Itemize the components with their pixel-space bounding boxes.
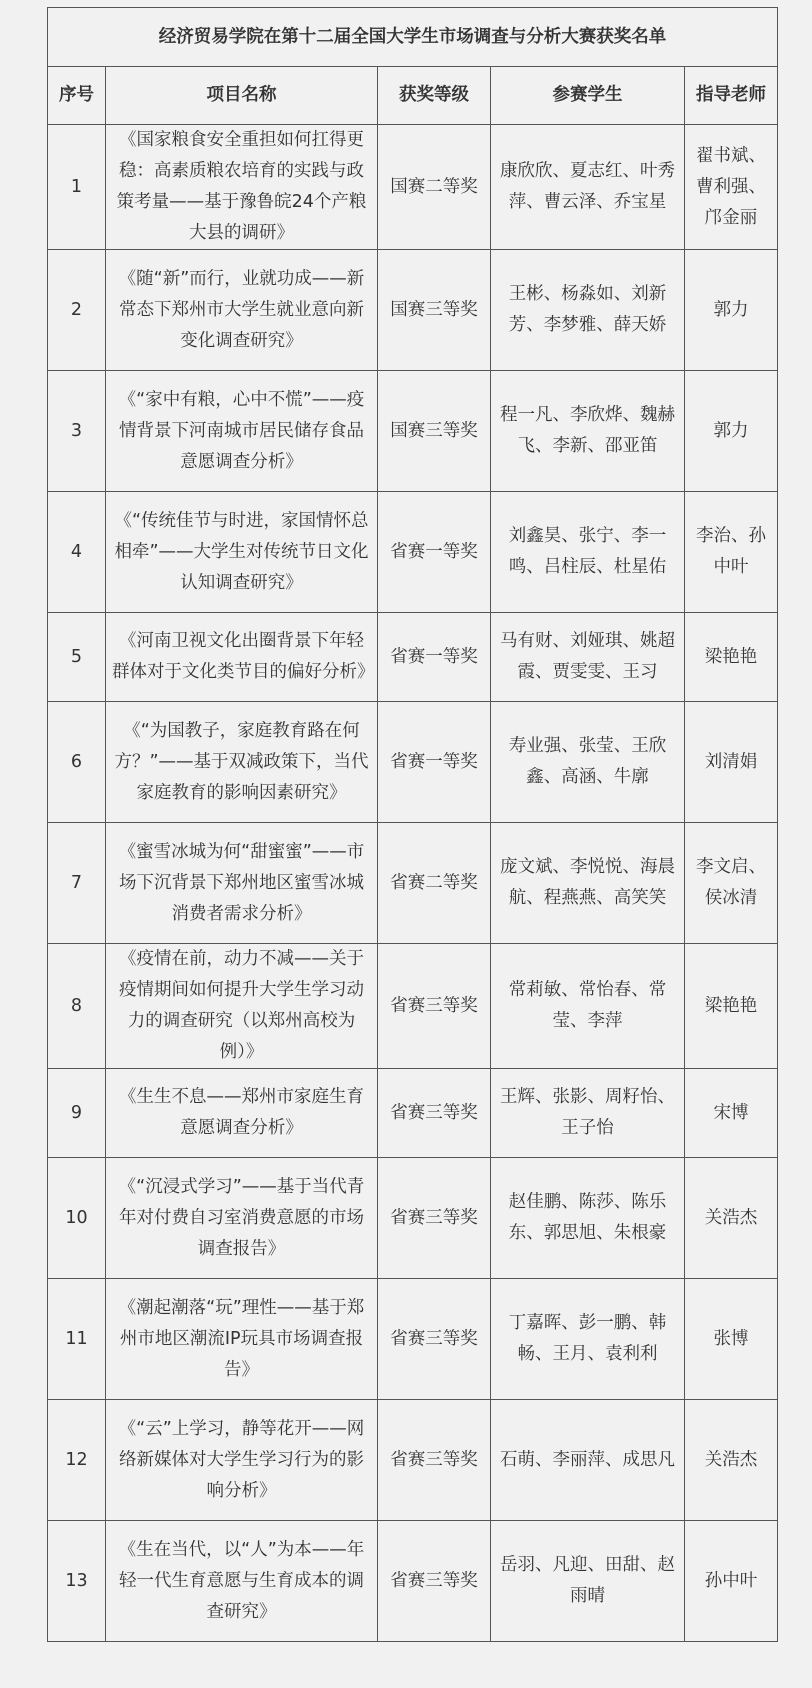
cell-award: 省赛二等奖 [378,823,491,944]
cell-students: 马有财、刘娅琪、姚超霞、贾雯雯、王习 [491,613,685,702]
cell-award: 省赛一等奖 [378,492,491,613]
header-project: 项目名称 [106,67,378,125]
table-row [48,1400,778,1521]
cell-students: 石萌、李丽萍、成思凡 [491,1400,685,1521]
cell-students: 康欣欣、夏志红、叶秀萍、曹云泽、乔宝星 [491,125,685,250]
cell-advisor: 张博 [685,1279,778,1400]
table-row [48,1279,778,1400]
awards-table [47,7,778,1642]
cell-advisor: 翟书斌、曹利强、邝金丽 [685,125,778,250]
cell-students: 刘鑫昊、张宁、李一鸣、吕柱辰、杜星佑 [491,492,685,613]
table-row [48,1521,778,1642]
cell-index: 5 [48,613,106,702]
table-row [48,492,778,613]
cell-advisor: 梁艳艳 [685,944,778,1069]
cell-project: 《“沉浸式学习”——基于当代青年对付费自习室消费意愿的市场调查报告》 [106,1158,378,1279]
header-advisor: 指导老师 [685,67,778,125]
cell-index: 12 [48,1400,106,1521]
cell-students: 程一凡、李欣烨、魏赫飞、李新、邵亚笛 [491,371,685,492]
table-row [48,1069,778,1158]
cell-project: 《“云”上学习，静等花开——网络新媒体对大学生学习行为的影响分析》 [106,1400,378,1521]
cell-index: 3 [48,371,106,492]
header-index: 序号 [48,67,106,125]
cell-project: 《随“新”而行，业就功成——新常态下郑州市大学生就业意向新变化调查研究》 [106,250,378,371]
table-row [48,1158,778,1279]
cell-advisor: 关浩杰 [685,1400,778,1521]
cell-students: 庞文斌、李悦悦、海晨航、程燕燕、高笑笑 [491,823,685,944]
cell-index: 8 [48,944,106,1069]
cell-project: 《蜜雪冰城为何“甜蜜蜜”——市场下沉背景下郑州地区蜜雪冰城消费者需求分析》 [106,823,378,944]
cell-award: 省赛三等奖 [378,1400,491,1521]
cell-project: 《潮起潮落“玩”理性——基于郑州市地区潮流IP玩具市场调查报告》 [106,1279,378,1400]
cell-award: 省赛一等奖 [378,613,491,702]
cell-students: 王彬、杨淼如、刘新芳、李梦雅、薛天娇 [491,250,685,371]
cell-award: 国赛三等奖 [378,371,491,492]
table-row [48,702,778,823]
table-header-row [48,67,778,125]
cell-students: 丁嘉晖、彭一鹏、韩畅、王月、袁利利 [491,1279,685,1400]
cell-project: 《生在当代，以“人”为本——年轻一代生育意愿与生育成本的调查研究》 [106,1521,378,1642]
cell-index: 4 [48,492,106,613]
cell-students: 岳羽、凡迎、田甜、赵雨晴 [491,1521,685,1642]
table-title: 经济贸易学院在第十二届全国大学生市场调查与分析大赛获奖名单 [48,8,778,67]
cell-students: 寿业强、张莹、王欣鑫、高涵、牛廓 [491,702,685,823]
cell-index: 6 [48,702,106,823]
cell-project: 《“家中有粮，心中不慌”——疫情背景下河南城市居民储存食品意愿调查分析》 [106,371,378,492]
cell-advisor: 梁艳艳 [685,613,778,702]
cell-index: 11 [48,1279,106,1400]
cell-project: 《生生不息——郑州市家庭生育意愿调查分析》 [106,1069,378,1158]
cell-advisor: 宋博 [685,1069,778,1158]
cell-project: 《河南卫视文化出圈背景下年轻群体对于文化类节目的偏好分析》 [106,613,378,702]
cell-index: 13 [48,1521,106,1642]
cell-advisor: 关浩杰 [685,1158,778,1279]
cell-students: 王辉、张影、周籽怡、王子怡 [491,1069,685,1158]
cell-students: 常莉敏、常怡春、常莹、李萍 [491,944,685,1069]
table-row [48,371,778,492]
cell-project: 《“传统佳节与时进，家国情怀总相牵”——大学生对传统节日文化认知调查研究》 [106,492,378,613]
table-row [48,944,778,1069]
cell-index: 10 [48,1158,106,1279]
cell-students: 赵佳鹏、陈莎、陈乐东、郭思旭、朱根豪 [491,1158,685,1279]
cell-award: 国赛二等奖 [378,125,491,250]
table-row [48,613,778,702]
cell-award: 省赛三等奖 [378,944,491,1069]
cell-project: 《疫情在前，动力不减——关于疫情期间如何提升大学生学习动力的调查研究（以郑州高校为例）》 [106,944,378,1069]
cell-index: 9 [48,1069,106,1158]
cell-award: 省赛三等奖 [378,1158,491,1279]
cell-award: 省赛三等奖 [378,1279,491,1400]
cell-advisor: 郭力 [685,371,778,492]
table-row [48,250,778,371]
table-row [48,125,778,250]
table-title-row [48,8,778,67]
cell-advisor: 刘清娟 [685,702,778,823]
table-row [48,823,778,944]
header-award: 获奖等级 [378,67,491,125]
cell-index: 2 [48,250,106,371]
cell-index: 1 [48,125,106,250]
cell-advisor: 李文启、侯冰清 [685,823,778,944]
cell-award: 省赛三等奖 [378,1069,491,1158]
cell-advisor: 李治、孙中叶 [685,492,778,613]
cell-award: 省赛一等奖 [378,702,491,823]
header-students: 参赛学生 [491,67,685,125]
cell-award: 国赛三等奖 [378,250,491,371]
cell-project: 《国家粮食安全重担如何扛得更稳：高素质粮农培育的实践与政策考量——基于豫鲁皖24个产粮大县的调研》 [106,125,378,250]
cell-project: 《“为国教子，家庭教育路在何方？”——基于双减政策下，当代家庭教育的影响因素研究》 [106,702,378,823]
cell-advisor: 孙中叶 [685,1521,778,1642]
cell-award: 省赛三等奖 [378,1521,491,1642]
cell-index: 7 [48,823,106,944]
cell-advisor: 郭力 [685,250,778,371]
